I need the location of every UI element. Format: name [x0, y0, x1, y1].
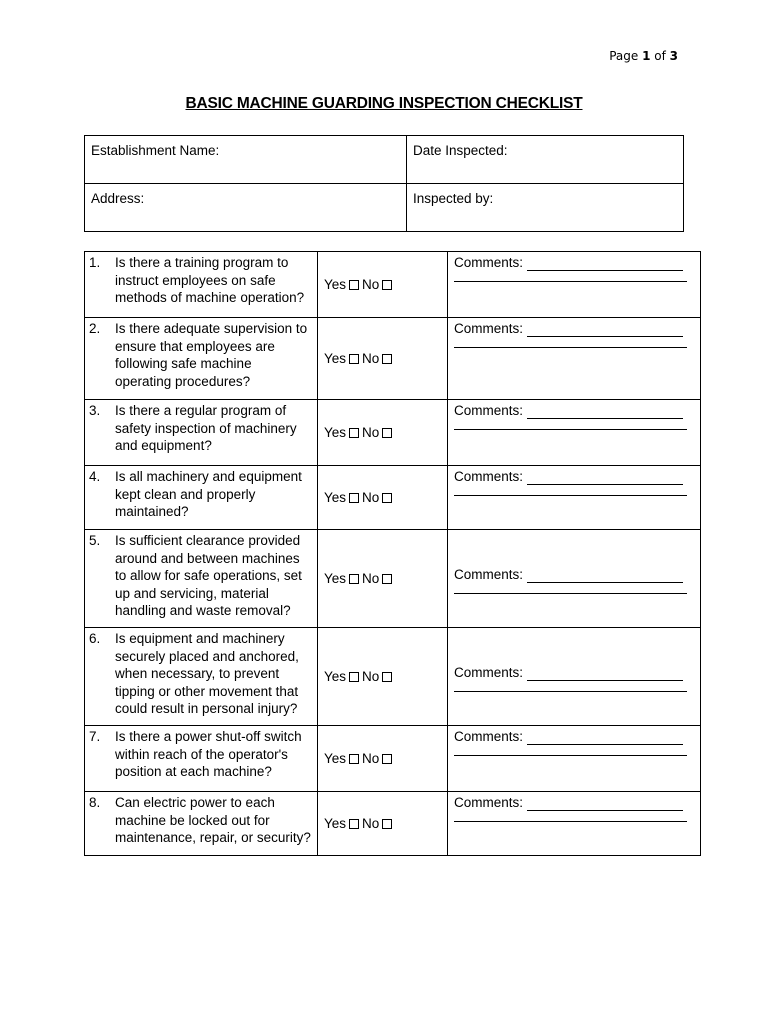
comments-cell [448, 400, 701, 466]
no-checkbox[interactable] [382, 493, 392, 503]
establishment-info-table [84, 135, 684, 232]
yes-checkbox[interactable] [349, 354, 359, 364]
question-number: 5. [89, 533, 101, 548]
question-cell [85, 726, 318, 792]
checklist-row [85, 400, 701, 466]
comments-label: Comments: [454, 321, 524, 336]
page-of: of [650, 49, 670, 63]
comments-line[interactable] [527, 570, 683, 583]
question-number: 7. [89, 729, 101, 744]
question-text: Is there a training program to instruct employees on safe methods of machine operation? [115, 255, 305, 305]
comments-label: Comments: [454, 566, 524, 582]
no-label: No [362, 490, 380, 505]
question-cell [85, 530, 318, 628]
yes-label: Yes [324, 571, 347, 586]
question-number: 6. [89, 631, 101, 646]
question-number: 4. [89, 469, 101, 484]
yes-label: Yes [324, 669, 347, 684]
address-label: Address: [91, 191, 145, 206]
date-inspected-label: Date Inspected: [413, 143, 508, 158]
question-text: Is all machinery and equipment kept clean and properly maintained? [115, 469, 302, 519]
yes-no-cell [318, 466, 448, 530]
checklist-row [85, 530, 701, 628]
comments-label: Comments: [454, 664, 524, 680]
document-title: BASIC MACHINE GUARDING INSPECTION CHECKLIST [185, 95, 583, 112]
comments-line-2[interactable] [454, 681, 687, 692]
comments-cell [448, 466, 701, 530]
comments-line[interactable] [527, 668, 683, 681]
inspected-by-label: Inspected by: [413, 191, 494, 206]
comments-cell [448, 628, 701, 726]
comments-cell [448, 252, 701, 318]
comments-line-2[interactable] [454, 811, 687, 822]
no-label: No [362, 669, 380, 684]
comments-line-2[interactable] [454, 419, 687, 430]
comments-cell [448, 530, 701, 628]
question-number: 3. [89, 403, 101, 418]
question-cell [85, 252, 318, 318]
yes-checkbox[interactable] [349, 574, 359, 584]
checklist-row [85, 792, 701, 856]
address-field[interactable] [85, 184, 407, 232]
question-text: Can electric power to each machine be locked out for maintenance, repair, or security? [115, 795, 311, 845]
comments-line[interactable] [527, 324, 683, 337]
comments-cell [448, 726, 701, 792]
yes-label: Yes [324, 816, 347, 831]
yes-no-cell [318, 400, 448, 466]
page-number [609, 49, 678, 63]
comments-line[interactable] [527, 472, 683, 485]
establishment-name-label: Establishment Name: [91, 143, 220, 158]
yes-no-cell [318, 252, 448, 318]
comments-cell [448, 318, 701, 400]
checklist-row [85, 726, 701, 792]
yes-no-cell [318, 318, 448, 400]
checklist-row [85, 628, 701, 726]
no-label: No [362, 816, 380, 831]
no-label: No [362, 425, 380, 440]
question-cell [85, 318, 318, 400]
comments-line-2[interactable] [454, 583, 687, 594]
comments-line[interactable] [527, 406, 683, 419]
question-cell [85, 792, 318, 856]
question-number: 1. [89, 255, 101, 270]
question-text: Is equipment and machinery securely placed and anchored, when necessary, to prevent tipping or other movement that could result in personal injury? [115, 631, 299, 716]
question-text: Is there a regular program of safety inspection of machinery and equipment? [115, 403, 297, 453]
no-checkbox[interactable] [382, 754, 392, 764]
yes-no-cell [318, 726, 448, 792]
yes-checkbox[interactable] [349, 754, 359, 764]
no-checkbox[interactable] [382, 574, 392, 584]
comments-line[interactable] [527, 732, 683, 745]
yes-label: Yes [324, 277, 347, 292]
question-number: 8. [89, 795, 101, 810]
yes-checkbox[interactable] [349, 280, 359, 290]
comments-label: Comments: [454, 469, 524, 484]
yes-no-cell [318, 792, 448, 856]
page-prefix: Page [609, 49, 643, 63]
no-checkbox[interactable] [382, 819, 392, 829]
comments-line-2[interactable] [454, 745, 687, 756]
inspected-by-field[interactable] [407, 184, 684, 232]
question-cell [85, 466, 318, 530]
comments-cell [448, 792, 701, 856]
date-inspected-field[interactable] [407, 136, 684, 184]
question-text: Is there a power shut-off switch within reach of the operator's position at each machine? [115, 729, 302, 779]
yes-no-cell [318, 628, 448, 726]
checklist-row [85, 318, 701, 400]
no-checkbox[interactable] [382, 428, 392, 438]
comments-line[interactable] [527, 258, 683, 271]
yes-checkbox[interactable] [349, 672, 359, 682]
yes-checkbox[interactable] [349, 819, 359, 829]
comments-line[interactable] [527, 798, 683, 811]
establishment-name-field[interactable] [85, 136, 407, 184]
comments-label: Comments: [454, 729, 524, 744]
yes-label: Yes [324, 751, 347, 766]
comments-label: Comments: [454, 403, 524, 418]
yes-label: Yes [324, 490, 347, 505]
yes-label: Yes [324, 351, 347, 366]
comments-label: Comments: [454, 255, 524, 270]
comments-line-2[interactable] [454, 485, 687, 496]
no-checkbox[interactable] [382, 354, 392, 364]
comments-line-2[interactable] [454, 271, 687, 282]
yes-checkbox[interactable] [349, 428, 359, 438]
no-label: No [362, 351, 380, 366]
yes-label: Yes [324, 425, 347, 440]
no-label: No [362, 751, 380, 766]
checklist-row [85, 466, 701, 530]
question-cell [85, 400, 318, 466]
comments-label: Comments: [454, 795, 524, 810]
question-number: 2. [89, 321, 101, 336]
no-checkbox[interactable] [382, 280, 392, 290]
no-label: No [362, 571, 380, 586]
no-label: No [362, 277, 380, 292]
question-text: Is there adequate supervision to ensure that employees are following safe machine operating procedures? [115, 321, 308, 389]
page-current: 1 [642, 49, 651, 63]
yes-no-cell [318, 530, 448, 628]
checklist-row [85, 252, 701, 318]
question-cell [85, 628, 318, 726]
question-text: Is sufficient clearance provided around and between machines to allow for safe operations, set up and servicing, material handling and waste removal? [115, 533, 302, 618]
comments-line-2[interactable] [454, 337, 687, 348]
yes-checkbox[interactable] [349, 493, 359, 503]
page-total: 3 [669, 49, 678, 63]
checklist-table [84, 251, 701, 856]
no-checkbox[interactable] [382, 672, 392, 682]
